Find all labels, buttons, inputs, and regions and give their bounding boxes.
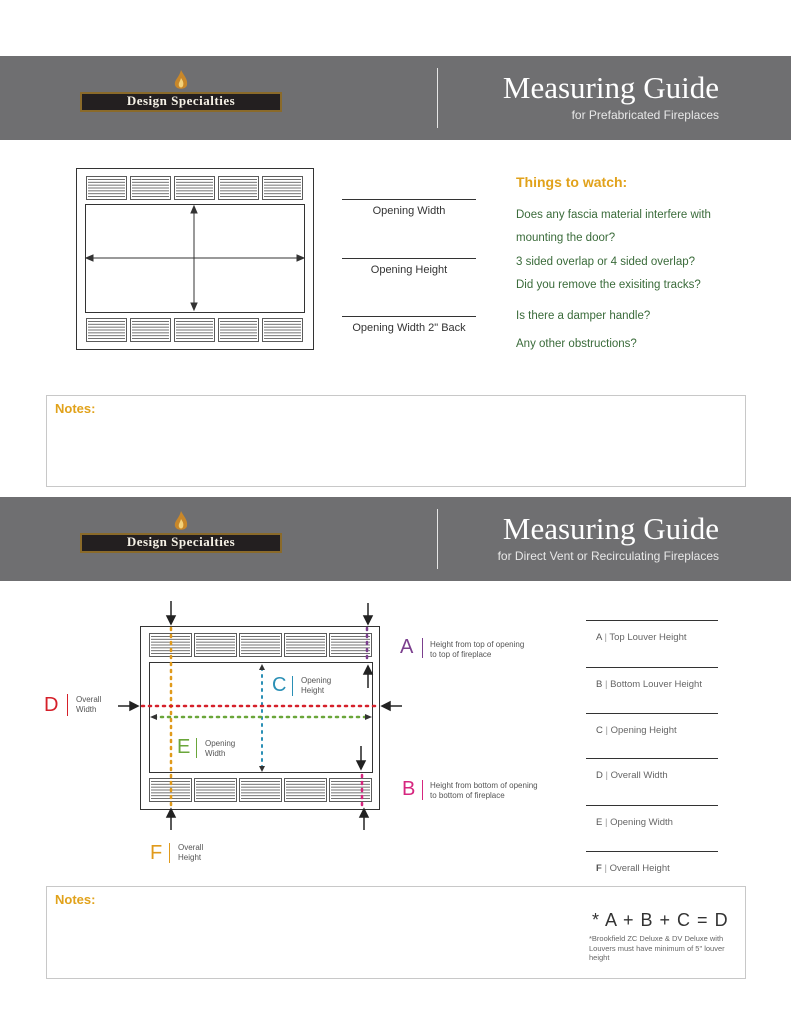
banner-divider: [437, 68, 438, 128]
logo-text: Design Specialties: [126, 93, 236, 108]
label-d-letter: D: [44, 694, 59, 716]
watch-item: Did you remove the exisiting tracks?: [516, 279, 701, 291]
legend-line: [586, 758, 718, 759]
legend-text: B | Bottom Louver Height: [596, 679, 702, 690]
design-specialties-logo: [80, 86, 282, 114]
legend-label: Bottom Louver Height: [610, 679, 702, 690]
opening-width-back-label: Opening Width 2" Back: [352, 322, 466, 334]
header-banner-direct-vent: [0, 497, 791, 581]
legend-key: E: [596, 817, 603, 828]
label-b-text: Height from bottom of opening to bottom of fireplace: [430, 781, 538, 800]
legend-label: Opening Height: [610, 725, 677, 736]
opening-width-line: [342, 199, 476, 200]
legend-label: Overall Height: [609, 863, 670, 874]
legend-label: Overall Width: [610, 770, 668, 781]
notes-box[interactable]: [46, 395, 746, 487]
label-b-bar: [422, 780, 423, 800]
watch-item: mounting the door?: [516, 232, 616, 244]
legend-line: [586, 805, 718, 806]
watch-item: Does any fascia material interfere with: [516, 209, 711, 221]
label-c-text: Opening Height: [301, 676, 332, 695]
guide-title: Measuring Guide: [502, 70, 719, 105]
legend-text: C | Opening Height: [596, 725, 677, 736]
label-a-text: Height from top of opening to top of fireplace: [430, 640, 525, 659]
direct-vent-fireplace-diagram: [0, 590, 560, 840]
opening-height-line: [342, 258, 476, 259]
footnote: *Brookfield ZC Deluxe & DV Deluxe with Louvers must have minimum of 5" louver height: [589, 934, 725, 962]
opening-height-label: Opening Height: [370, 264, 448, 276]
label-e-letter: E: [177, 736, 191, 758]
label-c-letter: C: [272, 674, 287, 696]
legend-key: B: [596, 679, 603, 690]
top-louvers: [150, 634, 372, 657]
banner-divider: [437, 509, 438, 569]
prefab-fireplace-diagram: [76, 168, 314, 350]
top-louvers: [87, 177, 303, 200]
legend-key: F: [596, 863, 602, 874]
opening-width-back-line: [342, 316, 476, 317]
watch-item: 3 sided overlap or 4 sided overlap?: [516, 256, 696, 268]
legend-line: [586, 620, 718, 621]
bottom-louvers: [87, 319, 303, 342]
legend-line: [586, 851, 718, 852]
legend-label: Opening Width: [610, 817, 673, 828]
label-b-letter: B: [402, 778, 416, 800]
notes-label: Notes:: [55, 401, 96, 416]
design-specialties-logo: [80, 527, 282, 555]
label-e-text: Opening Width: [205, 739, 236, 758]
opening-width-label: Opening Width: [372, 205, 446, 217]
label-a-letter: A: [400, 636, 414, 658]
label-d-bar: [67, 694, 68, 716]
header-banner-prefab: [0, 56, 791, 140]
watch-item: Is there a damper handle?: [516, 310, 651, 322]
notes-label: Notes:: [55, 892, 96, 907]
legend-label: Top Louver Height: [609, 632, 687, 643]
things-to-watch-heading: Things to watch:: [516, 174, 628, 190]
label-e-bar: [196, 738, 197, 758]
legend-key: A: [596, 632, 602, 643]
watch-item: Any other obstructions?: [516, 338, 637, 350]
legend-line: [586, 713, 718, 714]
legend-line: [586, 667, 718, 668]
bottom-louvers: [150, 779, 372, 802]
label-c-bar: [292, 676, 293, 696]
legend-text: A | Top Louver Height: [596, 632, 687, 643]
flame-icon: [172, 70, 190, 92]
label-f-bar: [169, 843, 170, 863]
guide-subtitle: for Direct Vent or Recirculating Fireplaces: [497, 549, 719, 563]
label-f-text: Overall Height: [178, 843, 204, 862]
legend-text: D | Overall Width: [596, 770, 668, 781]
logo-text: Design Specialties: [126, 534, 236, 549]
label-d-text: Overall Width: [76, 695, 102, 714]
legend-text: E | Opening Width: [596, 817, 673, 828]
notes-box[interactable]: [46, 886, 746, 979]
legend-key: C: [596, 725, 603, 736]
label-f-letter: F: [150, 842, 163, 864]
label-a-bar: [422, 638, 423, 658]
guide-subtitle: for Prefabricated Fireplaces: [571, 108, 719, 122]
guide-title: Measuring Guide: [502, 511, 719, 546]
formula: * A + B + C = D: [592, 910, 729, 930]
legend-text: F | Overall Height: [596, 863, 670, 874]
legend-key: D: [596, 770, 603, 781]
flame-icon: [172, 511, 190, 533]
